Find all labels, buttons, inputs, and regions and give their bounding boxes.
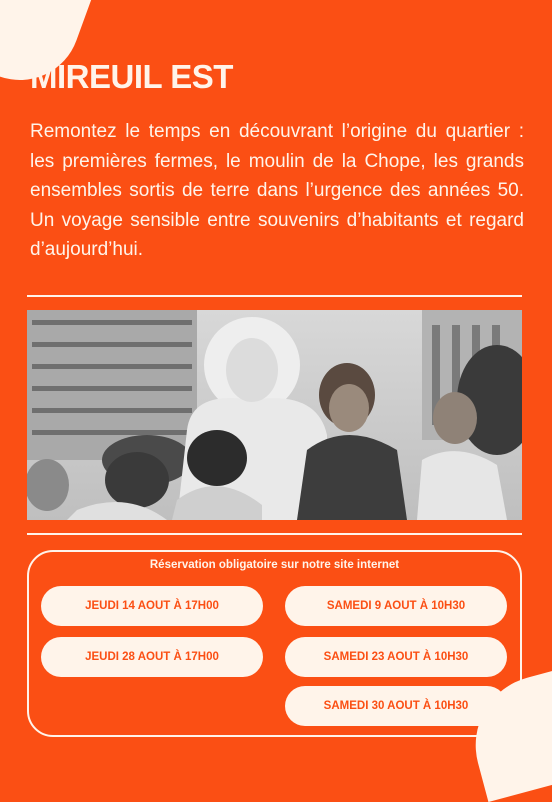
date-button-samedi-23[interactable]: SAMEDI 23 AOUT À 10H30 <box>285 637 507 677</box>
booking-note: Réservation obligatoire sur notre site internet <box>149 559 400 571</box>
event-description: Remontez le temps en découvrant l’origine du quartier : les premières fermes, le moulin de la Chope, les grands ensembles sortis de terre dans l’urgence des années 50. Un voyage sensible entre souvenirs d’habitants et regard d’aujourd’hui. <box>30 121 524 260</box>
historic-photo <box>27 310 522 520</box>
booking-panel <box>27 550 522 737</box>
divider-bottom <box>27 533 522 535</box>
date-button-jeudi-14[interactable]: JEUDI 14 AOUT À 17H00 <box>41 586 263 626</box>
divider-top <box>27 295 522 297</box>
date-button-samedi-30[interactable]: SAMEDI 30 AOUT À 10H30 <box>285 686 507 726</box>
date-button-samedi-9[interactable]: SAMEDI 9 AOUT À 10H30 <box>285 586 507 626</box>
date-button-jeudi-28[interactable]: JEUDI 28 AOUT À 17H00 <box>41 637 263 677</box>
event-title: MIREUIL EST <box>30 58 233 95</box>
